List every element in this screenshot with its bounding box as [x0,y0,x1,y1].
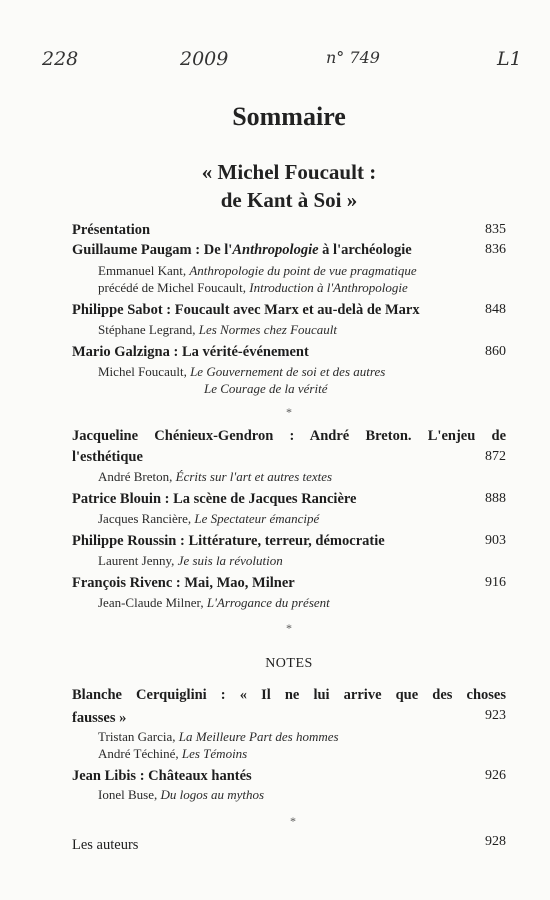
issue-subtitle [0,158,550,214]
section-separator: * [286,621,292,635]
page-number: 860 [485,344,506,359]
toc-entry-chenieux-cont: l'esthétique 872 [72,449,506,465]
entry-author: Patrice Blouin [72,491,162,507]
page-number: 848 [485,302,506,317]
entry-author: Guillaume Paugam [72,242,192,258]
page-number: 872 [485,449,506,464]
entry-label: Les auteurs [72,837,139,853]
toc-reference: André Breton, Écrits sur l'art et autres textes [98,469,333,484]
entry-author: Philippe Sabot [72,302,163,318]
section-separator: * [290,814,296,828]
toc-reference: Emmanuel Kant, Anthropologie du point de vue pragmatique [98,263,417,278]
entry-label: Présentation [72,222,151,238]
page-number: 926 [485,768,506,783]
toc-reference: précédé de Michel Foucault, Introduction à l'Anthropologie [98,280,408,295]
handwritten-note-228: 228 [42,48,79,70]
toc-entry-rivenc: François Rivenc : Mai, Mao, Milner 916 [72,575,506,591]
entry-author: Jean Libis [72,768,137,784]
handwritten-note-issue: n° 749 [326,48,380,67]
toc-reference: Ionel Buse, Du logos au mythos [98,787,265,802]
toc-reference: Michel Foucault, Le Gouvernement de soi et des autres [98,364,386,379]
toc-reference: Laurent Jenny, Je suis la révolution [98,553,283,568]
toc-reference: André Téchiné, Les Témoins [98,746,248,761]
entry-author: Jacqueline Chénieux-Gendron [72,428,274,444]
page-number: 836 [485,242,506,257]
toc-reference: Jean-Claude Milner, L'Arrogance du présent [98,595,330,610]
handwritten-note-l1: L1 [497,48,522,70]
toc-entry-blouin: Patrice Blouin : La scène de Jacques Rancière 888 [72,491,506,507]
entry-author: François Rivenc [72,575,173,591]
toc-entry-chenieux: Jacqueline Chénieux-Gendron : André Breton. L'enjeu de [72,428,507,444]
toc-entry-roussin: Philippe Roussin : Littérature, terreur, démocratie 903 [72,533,506,549]
subtitle-line-1: « Michel Foucault : [201,160,377,184]
notes-heading: NOTES [265,656,313,671]
entry-author: Philippe Roussin [72,533,177,549]
page-number: 928 [485,834,506,849]
page-number: 923 [485,708,506,723]
toc-entry-presentation [72,222,506,239]
page-number: 888 [485,491,506,506]
entry-author: Blanche Cerquiglini [72,687,207,703]
toc-reference: Jacques Rancière, Le Spectateur émancipé [98,511,320,526]
toc-reference: Stéphane Legrand, Les Normes chez Foucault [98,322,338,337]
toc-entry-auteurs [72,834,506,854]
toc-entry-paugam: Guillaume Paugam : De l'Anthropologie à l'archéologie 836 [72,242,506,258]
toc-entry-cerquiglini: Blanche Cerquiglini : « Il ne lui arrive que des choses [72,687,506,703]
toc-entry-sabot: Philippe Sabot : Foucault avec Marx et au-delà de Marx 848 [72,302,506,318]
section-separator: * [286,405,292,419]
page-number: 916 [485,575,506,590]
page-title: Sommaire [232,102,346,131]
handwritten-note-year: 2009 [180,48,229,70]
page-number: 903 [485,533,506,548]
entry-author: Mario Galzigna [72,344,170,360]
toc-entry-cerquiglini-cont: fausses » 923 [72,708,506,726]
toc-reference: Tristan Garcia, La Meilleure Part des hommes [98,729,339,744]
toc-entry-galzigna: Mario Galzigna : La vérité-événement 860 [72,344,506,360]
page-number: 835 [485,222,506,237]
subtitle-line-2: de Kant à Soi » [220,188,358,212]
toc-reference: Le Courage de la vérité [204,381,328,396]
toc-entry-libis: Jean Libis : Châteaux hantés 926 [72,768,506,784]
